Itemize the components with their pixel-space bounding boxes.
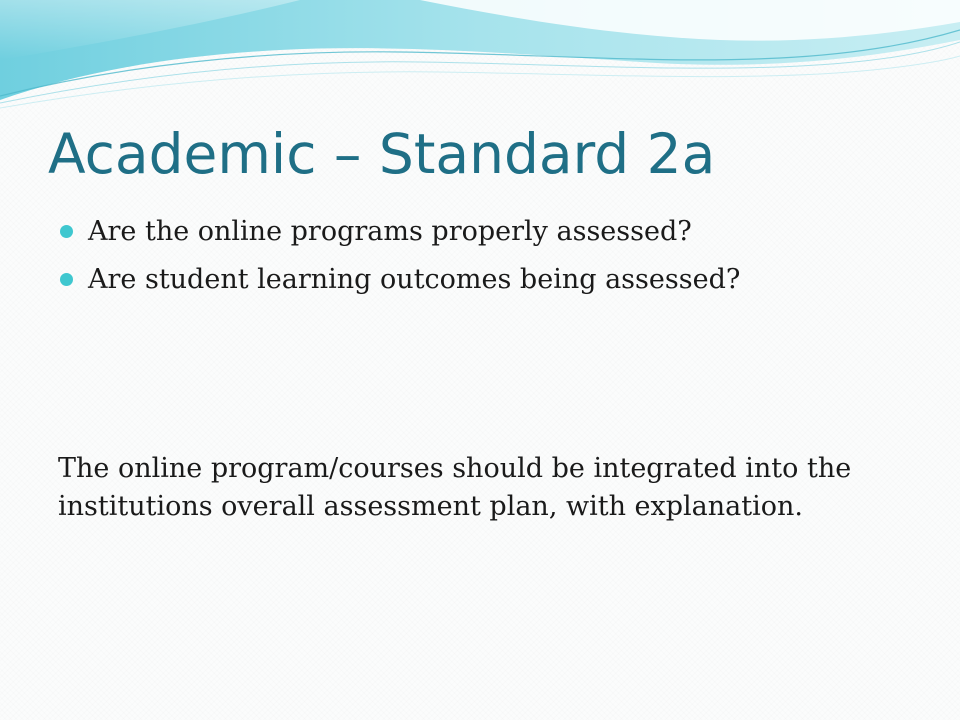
bullet-dot-icon [60,273,73,286]
header-wave-decoration [0,0,960,110]
slide-title: Academic – Standard 2a [48,122,716,186]
bullet-text: Are student learning outcomes being assessed? [88,264,741,295]
bullet-dot-icon [60,225,73,238]
body-paragraph: The online program/courses should be integrated into the institutions overall assessment plan, with explanation. [58,453,852,522]
bullet-text: Are the online programs properly assessed? [88,216,692,247]
bullet-item [60,256,920,304]
bullet-list [60,208,920,304]
bullet-item [60,208,920,256]
